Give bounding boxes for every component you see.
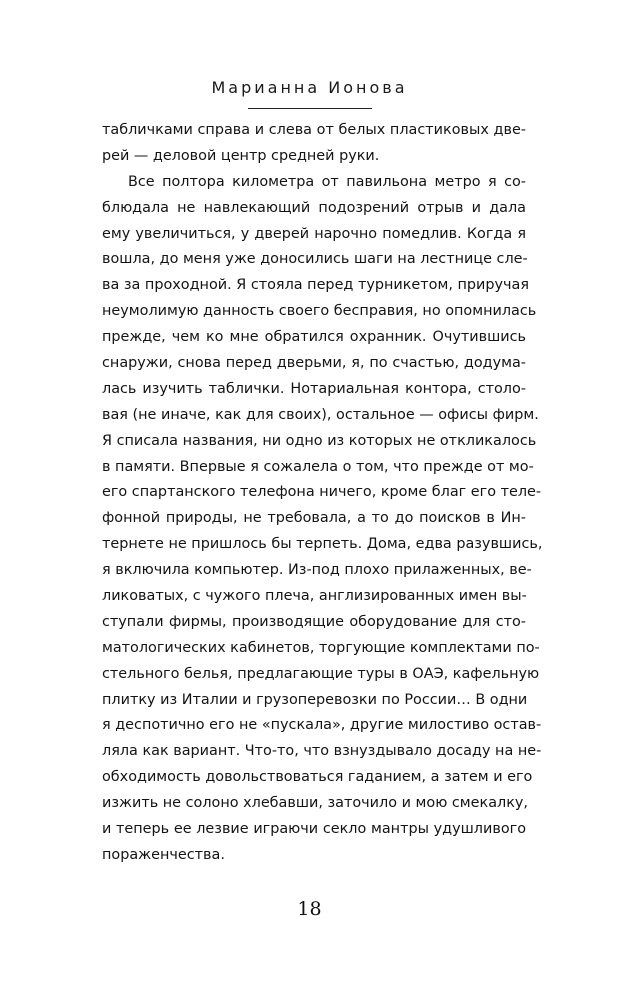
text-line: пораженчества. [102,846,225,863]
text-line: лась изучить таблички. Нотариальная контора, столо- [102,380,526,397]
text-line: прежде, чем ко мне обратился охранник. Очутившись [102,329,526,346]
text-line: в памяти. Впервые я сожалела о том, что прежде от мо- [102,458,534,475]
text-line: рей — деловой центр средней руки. [102,147,380,164]
text-line: тернете не пришлось бы терпеть. Дома, едва разувшись, [102,536,543,553]
text-line: фонной природы, не требовала, а то до поисков в Ин- [102,510,526,527]
text-line: его спартанского телефона ничего, кроме благ его теле- [102,484,542,501]
text-line: я деспотично его не «пускала», другие милостиво остав- [102,717,542,734]
text-line: и теперь ее лезвие играючи секло мантры удушливого [102,821,526,838]
text-line: ляла как вариант. Что-то, что взнуздывало досаду на не- [102,743,542,760]
text-line: матологических кабинетов, торгующие комплектами по- [102,639,540,656]
text-line: обходимость довольствоваться гаданием, а затем и его [102,769,533,786]
header-rule [248,108,372,109]
text-line: снаружи, снова перед дверьми, я, по счастью, додума- [102,355,526,372]
text-line: Я списала названия, ни одно из которых не откликалось [102,432,537,449]
running-head-author: Марианна Ионова [211,78,408,97]
body-text [102,118,543,869]
text-line: вошла, до меня уже доносились шаги на лестнице сле- [102,251,528,268]
page-number: 18 [297,898,322,920]
text-line: вая (не иначе, как для своих), остальное — офисы фирм. [102,406,539,423]
text-line: Все полтора километра от павильона метро я со- [128,173,526,190]
text-line: ликоватых, с чужого плеча, англизированных имен вы- [102,588,527,605]
text-line: табличками справа и слева от белых пластиковых две- [102,122,526,138]
text-line: ему увеличиться, у дверей нарочно помедлив. Когда я [102,225,526,242]
text-line: ва за проходной. Я стояла перед турникетом, приручая [102,277,530,294]
text-line: стельного белья, предлагающие туры в ОАЭ, кафельную [102,665,540,682]
text-line: изжить не солоно хлебавши, заточило и мою смекалку, [102,795,528,812]
text-line: плитку из Италии и грузоперевозки по России… В одни [102,691,528,708]
text-line: я включила компьютер. Из-под плохо прилаженных, ве- [102,562,532,579]
text-line: неумолимую данность своего бесправия, но опомнилась [102,303,537,320]
text-line: ступали фирмы, производящие оборудование для сто- [102,613,526,630]
text-line: блюдала не навлекающий подозрений отрыв и дала [102,199,526,216]
